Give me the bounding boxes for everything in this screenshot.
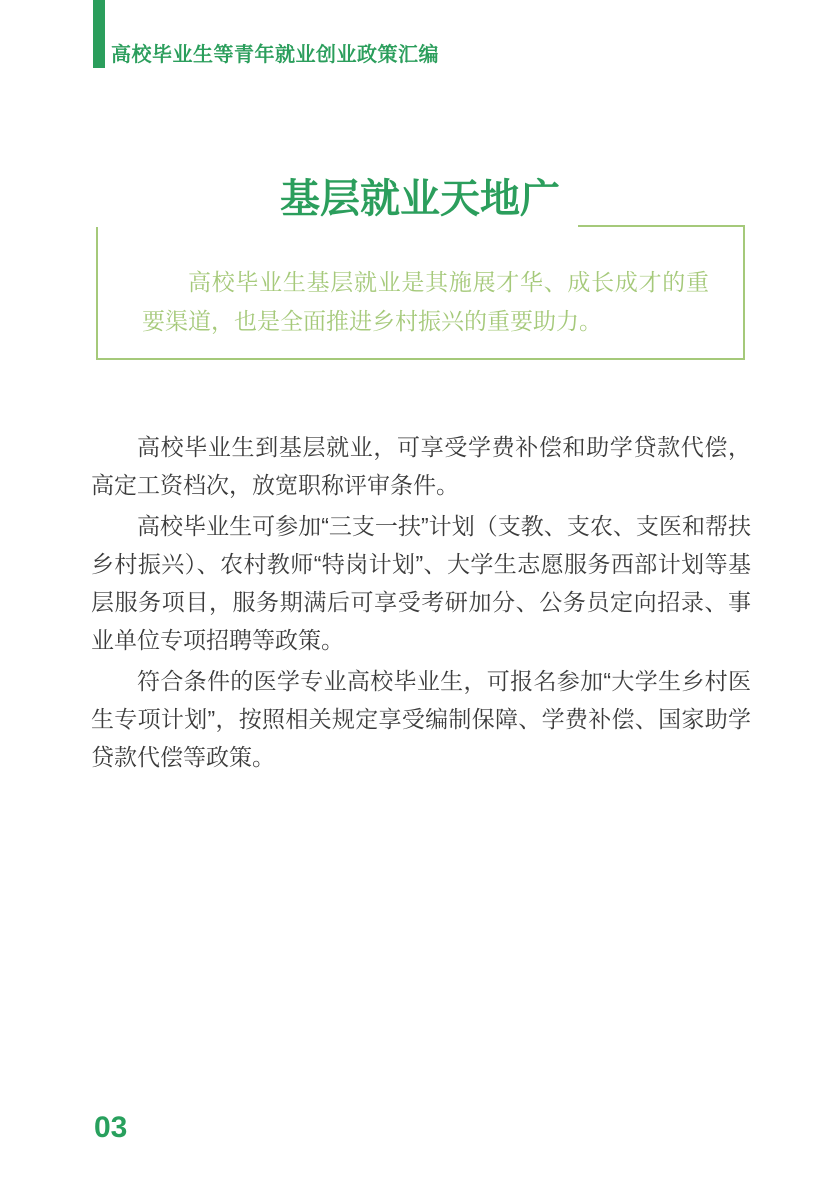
quote-text: 高校毕业生基层就业是其施展才华、成长成才的重要渠道，也是全面推进乡村振兴的重要助力。 [142,269,709,334]
quote-frame-right [743,225,745,360]
body-text [91,428,751,776]
quote-box [96,225,745,360]
header-kicker: 高校毕业生等青年就业创业政策汇编 [111,44,439,66]
body-paragraph: 高校毕业生到基层就业，可享受学费补偿和助学贷款代偿，高定工资档次，放宽职称评审条件。 [91,434,751,498]
body-paragraph: 高校毕业生可参加“三支一扶”计划（支教、支农、支医和帮扶乡村振兴）、农村教师“特岗计划”、大学生志愿服务西部计划等基层服务项目，服务期满后可享受考研加分、公务员定向招录、事业单位专项招聘等政策。 [91,513,751,653]
page-title: 基层就业天地广 [280,176,560,221]
body-paragraph: 符合条件的医学专业高校毕业生，可报名参加“大学生乡村医生专项计划”，按照相关规定享受编制保障、学费补偿、国家助学贷款代偿等政策。 [91,668,751,770]
page-number: 03 [94,1111,128,1144]
header-accent-bar [93,0,105,68]
quote-frame-bottom [96,358,745,360]
